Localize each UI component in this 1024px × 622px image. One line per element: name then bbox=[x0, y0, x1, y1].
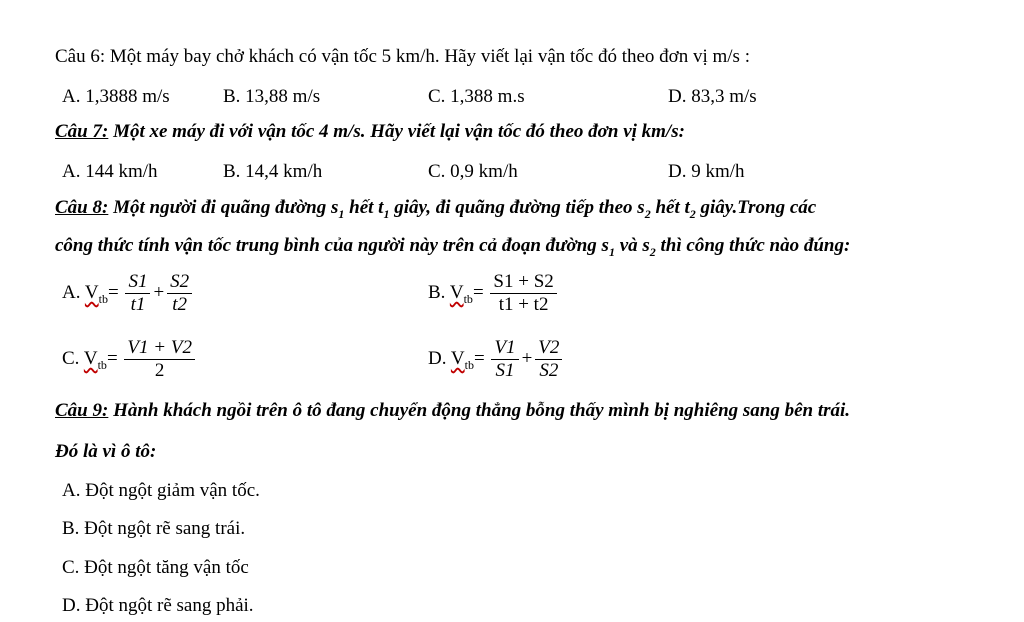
equals-sign: = bbox=[472, 281, 484, 303]
plus-sign: + bbox=[521, 347, 533, 369]
question-8-label: Câu 8: bbox=[55, 197, 109, 218]
fraction bbox=[124, 338, 195, 381]
question-9-option-c: C. Đột ngột tăng vận tốc bbox=[62, 557, 249, 578]
question-9-line-1 bbox=[55, 400, 850, 422]
vtb-symbol: $V_{tb}$ bbox=[83, 347, 107, 372]
question-6-text: Câu 6: Một máy bay chở khách có vận tốc 5 km/h. Hãy viết lại vận tốc đó theo đơn vị m/s : bbox=[55, 46, 750, 67]
question-9-option-a: A. Đột ngột giảm vận tốc. bbox=[62, 480, 260, 501]
fraction bbox=[535, 338, 562, 381]
subscript: 2 bbox=[689, 206, 696, 221]
question-8-option-d bbox=[428, 338, 564, 381]
question-8-text-part: Một người đi quãng đường s bbox=[108, 197, 339, 218]
equals-sign: = bbox=[473, 347, 485, 369]
question-6-option-c: C. 1,388 m.s bbox=[428, 86, 525, 107]
denominator: 2 bbox=[154, 360, 165, 381]
fraction bbox=[491, 338, 518, 381]
subscript: 2 bbox=[649, 244, 656, 259]
vtb-symbol: $V_{tb}$ bbox=[84, 281, 108, 306]
question-8-line-1 bbox=[55, 197, 816, 225]
denominator: S2 bbox=[539, 360, 559, 381]
numerator: V1 + V2 bbox=[124, 338, 195, 360]
subscript: 1 bbox=[383, 206, 390, 221]
fraction bbox=[490, 272, 556, 315]
question-8-option-a bbox=[62, 272, 194, 315]
numerator: S1 bbox=[125, 272, 150, 294]
question-8-text-part: giây, đi quãng đường tiếp theo s bbox=[389, 197, 645, 218]
option-letter: C. bbox=[62, 347, 80, 369]
question-7-text bbox=[55, 121, 685, 143]
vtb-symbol: $V_{tb}$ bbox=[450, 347, 474, 372]
question-8-text-part: hết t bbox=[344, 197, 384, 218]
question-7-option-c: C. 0,9 km/h bbox=[428, 161, 518, 182]
question-7-option-a: A. 144 km/h bbox=[62, 161, 158, 182]
numerator: V1 bbox=[491, 338, 518, 360]
question-8-text-part: và s bbox=[614, 235, 650, 256]
question-9-label: Câu 9: bbox=[55, 400, 109, 421]
subscript: 2 bbox=[644, 206, 651, 221]
plus-sign: + bbox=[153, 281, 165, 303]
fraction bbox=[125, 272, 150, 315]
denominator: t1 + t2 bbox=[498, 294, 549, 315]
option-letter: A. bbox=[62, 281, 81, 303]
denominator: t2 bbox=[172, 294, 188, 315]
question-7-option-b: B. 14,4 km/h bbox=[223, 161, 323, 182]
option-letter: B. bbox=[428, 281, 446, 303]
question-8-option-c bbox=[62, 338, 197, 381]
numerator: S1 + S2 bbox=[490, 272, 556, 294]
subscript: 1 bbox=[608, 244, 615, 259]
question-7-label: Câu 7: bbox=[55, 121, 109, 142]
question-7-option-d: D. 9 km/h bbox=[668, 161, 745, 182]
question-8-option-b bbox=[428, 272, 559, 315]
question-8-text-part: giây.Trong các bbox=[695, 197, 817, 218]
question-7-body: Một xe máy đi với vận tốc 4 m/s. Hãy viết lại vận tốc đó theo đơn vị km/s: bbox=[108, 121, 685, 142]
question-6-option-a: A. 1,3888 m/s bbox=[62, 86, 170, 107]
question-6-option-b: B. 13,88 m/s bbox=[223, 86, 321, 107]
subscript: 1 bbox=[338, 206, 345, 221]
option-letter: D. bbox=[428, 347, 447, 369]
question-9-text-part: Hành khách ngồi trên ô tô đang chuyển động thẳng bỗng thấy mình bị nghiêng sang bên trái. bbox=[108, 400, 851, 421]
fraction bbox=[167, 272, 192, 315]
question-9-option-d: D. Đột ngột rẽ sang phải. bbox=[62, 595, 254, 616]
question-6-option-d: D. 83,3 m/s bbox=[668, 86, 757, 107]
question-8-text-part: thì công thức nào đúng: bbox=[655, 235, 851, 256]
vtb-symbol: $V_{tb}$ bbox=[449, 281, 473, 306]
equals-sign: = bbox=[106, 347, 118, 369]
question-8-line-2 bbox=[55, 235, 850, 263]
numerator: V2 bbox=[535, 338, 562, 360]
numerator: S2 bbox=[167, 272, 192, 294]
question-8-text-part: hết t bbox=[650, 197, 690, 218]
question-9-line-2: Đó là vì ô tô: bbox=[55, 441, 157, 462]
denominator: S1 bbox=[495, 360, 515, 381]
question-8-text-part: công thức tính vận tốc trung bình của người này trên cả đoạn đường s bbox=[55, 235, 609, 256]
denominator: t1 bbox=[130, 294, 146, 315]
question-9-option-b: B. Đột ngột rẽ sang trái. bbox=[62, 518, 246, 539]
equals-sign: = bbox=[107, 281, 119, 303]
